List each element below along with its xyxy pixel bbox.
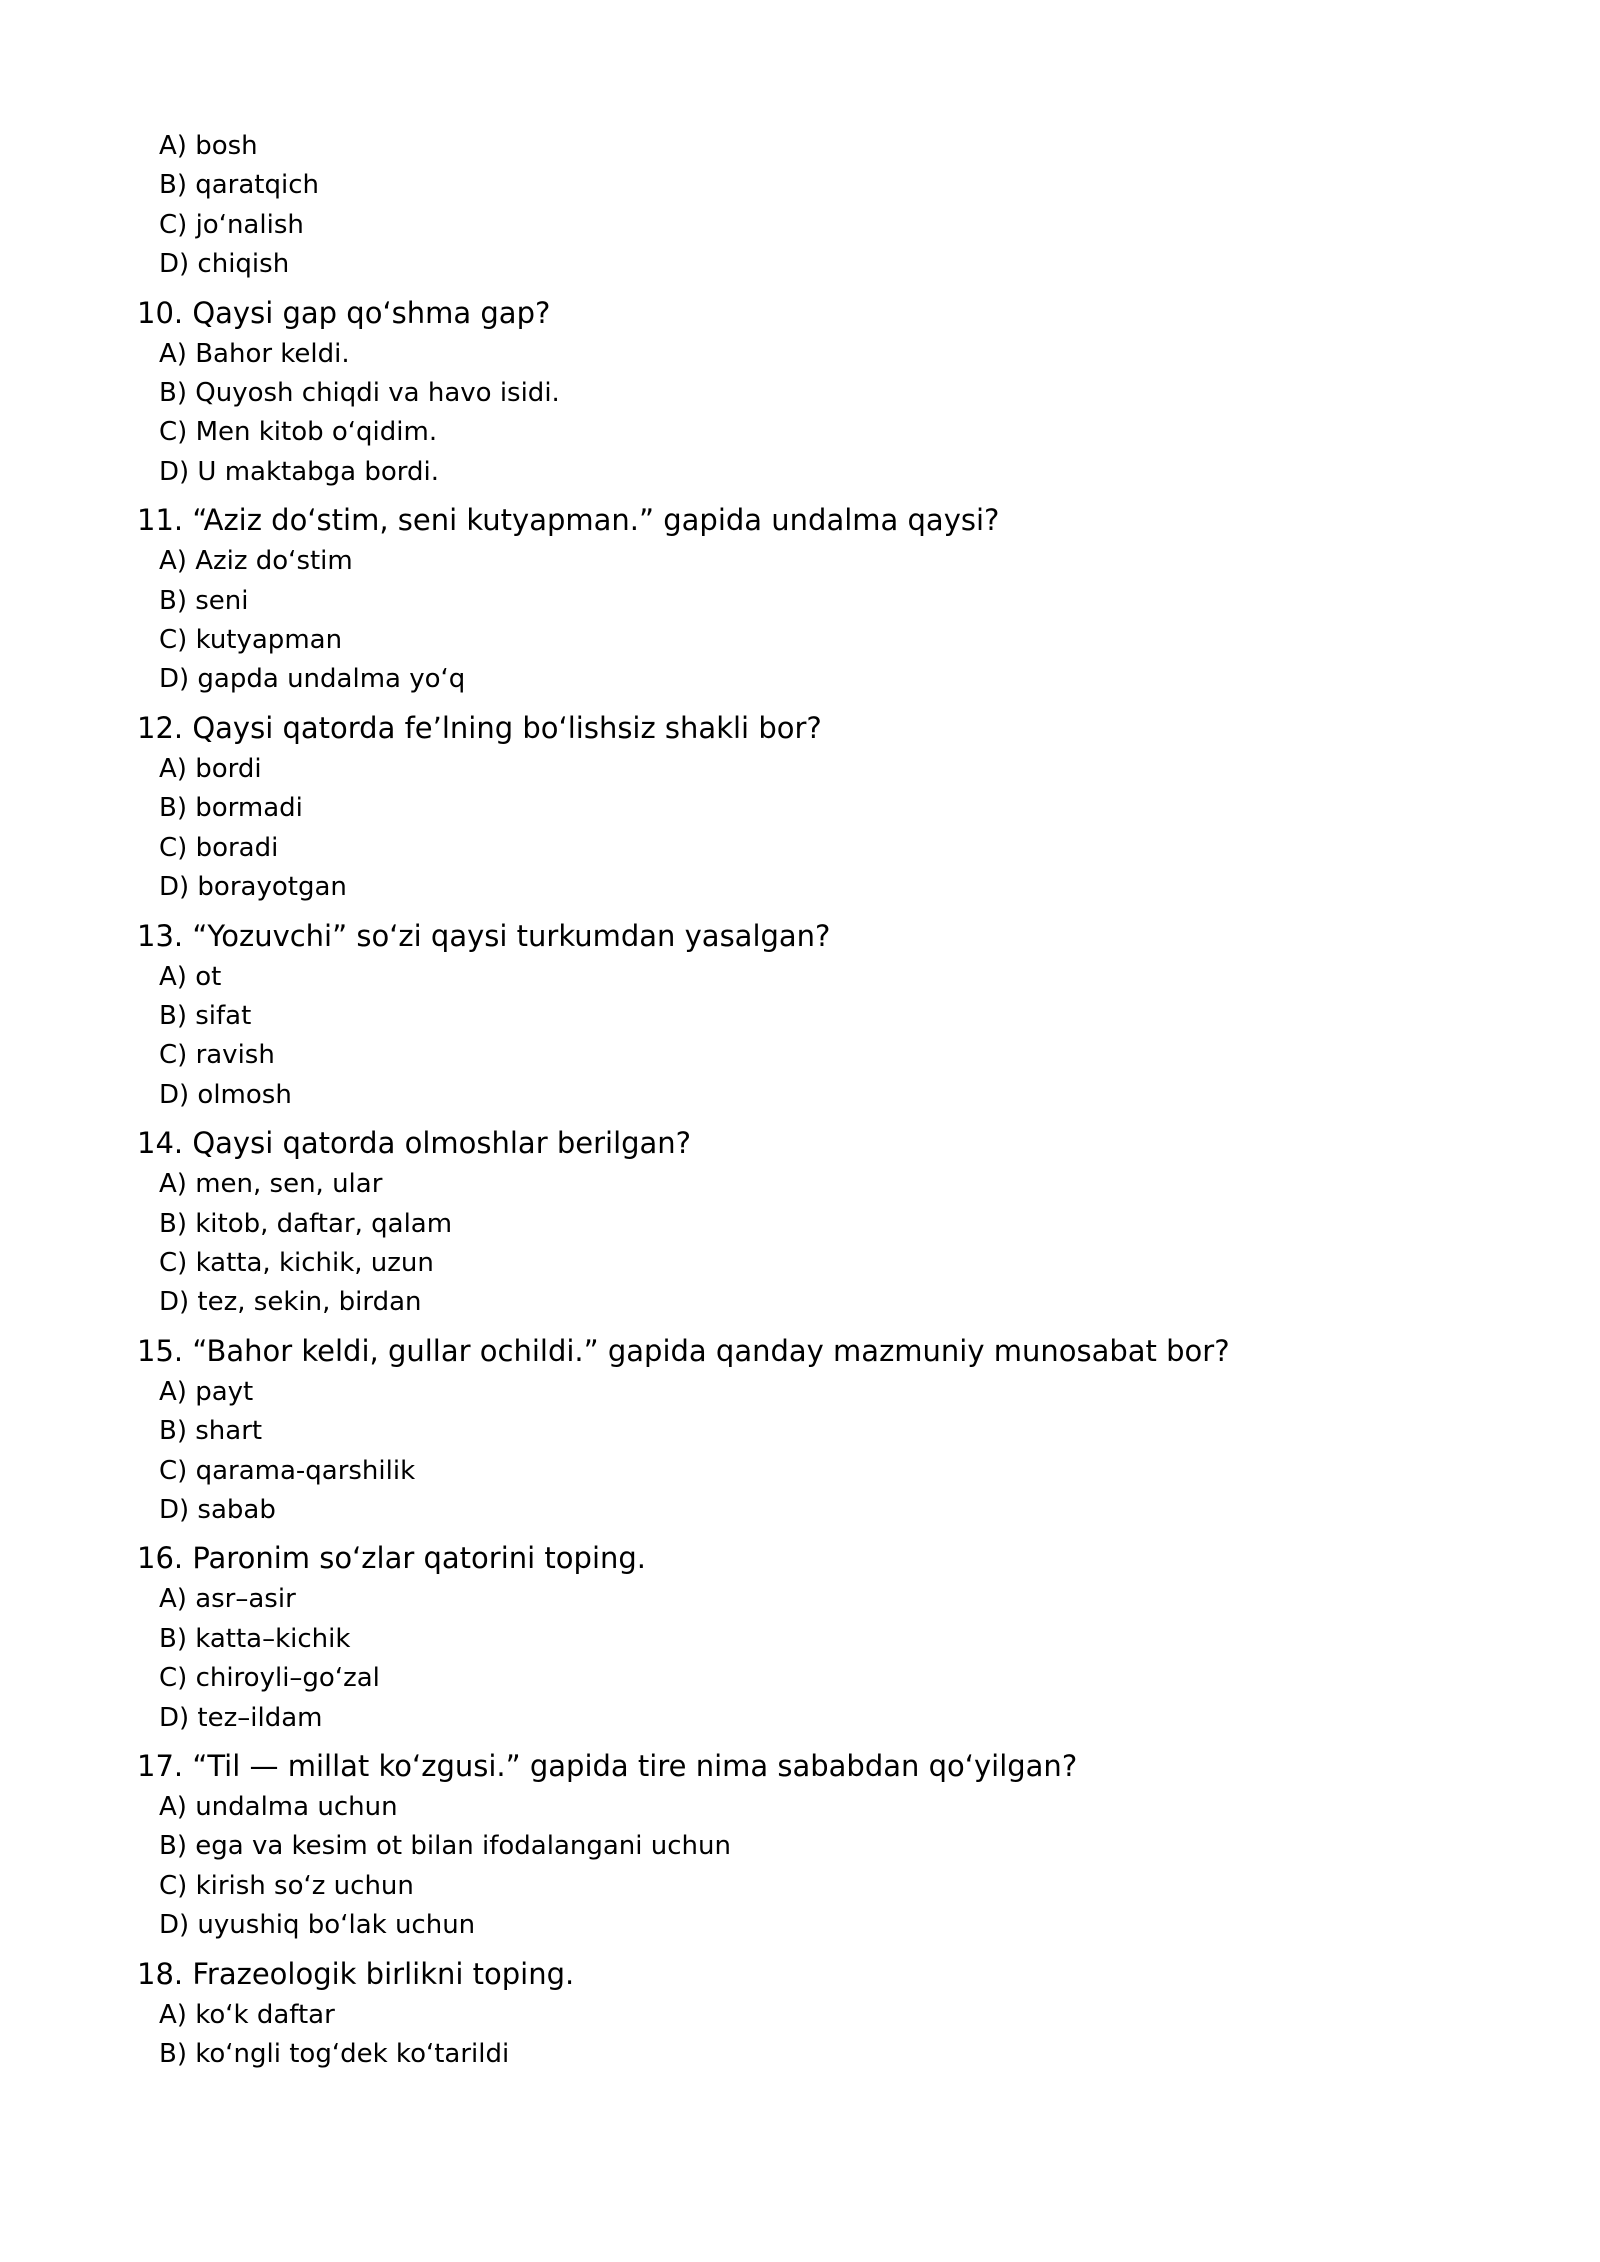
option-item: B) ega va kesim ot bilan ifodalangani uchun — [159, 1831, 731, 1862]
option-item: D) borayotgan — [159, 872, 347, 903]
answer-options — [137, 542, 1600, 700]
option-item: B) qaratqich — [159, 170, 319, 201]
option-item: C) boradi — [159, 832, 279, 863]
option-item: A) ko‘k daftar — [159, 1999, 335, 2030]
option-item: A) Aziz do‘stim — [159, 546, 353, 577]
question-12 — [137, 711, 1600, 908]
option-item: B) ko‘ngli tog‘dek ko‘tarildi — [159, 2039, 510, 2070]
answer-options — [137, 958, 1600, 1116]
question-text: 18. Frazeologik birlikni toping. — [137, 1956, 575, 1991]
option-item: D) gapda undalma yo‘q — [159, 664, 466, 695]
option-item: B) Quyosh chiqdi va havo isidi. — [159, 378, 560, 409]
question-16 — [137, 1541, 1600, 1738]
option-item: A) undalma uchun — [159, 1792, 398, 1822]
answer-options — [137, 750, 1600, 908]
option-item: A) bordi — [159, 753, 262, 784]
option-item: B) seni — [159, 585, 249, 616]
option-item: D) olmosh — [159, 1079, 292, 1110]
option-item: C) ravish — [159, 1040, 275, 1071]
question-13 — [137, 919, 1600, 1116]
option-item: D) sabab — [159, 1494, 276, 1525]
question-18 — [137, 1957, 1600, 2075]
answer-options — [137, 1996, 1600, 2075]
option-item: B) kitob, daftar, qalam — [159, 1208, 453, 1239]
question-10 — [137, 296, 1600, 493]
option-item: A) payt — [159, 1376, 254, 1407]
question-text: 16. Paronim so‘zlar qatorini toping. — [137, 1541, 647, 1576]
option-item: A) Bahor keldi. — [159, 338, 350, 369]
question-14 — [137, 1126, 1600, 1323]
option-item: B) katta–kichik — [159, 1623, 351, 1654]
answer-options — [137, 1373, 1600, 1531]
option-item: C) kirish so‘z uchun — [159, 1870, 414, 1901]
option-item: B) bormadi — [159, 793, 303, 824]
answer-options — [137, 1580, 1600, 1738]
question-15 — [137, 1334, 1600, 1531]
lead-options — [137, 127, 1600, 285]
option-item: D) tez–ildam — [159, 1702, 323, 1733]
question-text: 13. “Yozuvchi” so‘zi qaysi turkumdan yasalgan? — [137, 918, 831, 953]
question-text: 15. “Bahor keldi, gullar ochildi.” gapida qanday mazmuniy munosabat bor? — [137, 1333, 1230, 1368]
option-item: B) sifat — [159, 1000, 252, 1031]
question-text: 14. Qaysi qatorda olmoshlar berilgan? — [137, 1126, 692, 1161]
question-text: 17. “Til — millat ko‘zgusi.” gapida tire nima sababdan qo‘yilgan? — [137, 1749, 1078, 1783]
option-item: A) ot — [159, 961, 222, 992]
option-item: C) chiroyli–go‘zal — [159, 1663, 380, 1694]
answer-options — [137, 1165, 1600, 1323]
option-item: A) men, sen, ular — [159, 1169, 383, 1200]
option-item: C) jo‘nalish — [159, 209, 304, 240]
answer-options — [137, 335, 1600, 493]
option-item: C) katta, kichik, uzun — [159, 1247, 434, 1278]
option-item: B) shart — [159, 1416, 263, 1447]
option-item: C) kutyapman — [159, 625, 343, 656]
question-text: 12. Qaysi qatorda fe’lning bo‘lishsiz shakli bor? — [137, 710, 822, 745]
option-item: A) bosh — [159, 131, 258, 161]
option-item: D) U maktabga bordi. — [159, 456, 440, 487]
option-item: A) asr–asir — [159, 1584, 296, 1615]
question-11 — [137, 503, 1600, 700]
option-item: D) uyushiq bo‘lak uchun — [159, 1910, 476, 1941]
option-item: D) chiqish — [159, 249, 290, 280]
question-text: 11. “Aziz do‘stim, seni kutyapman.” gapida undalma qaysi? — [137, 503, 1000, 538]
option-item: C) qarama-qarshilik — [159, 1455, 416, 1486]
option-item: D) tez, sekin, birdan — [159, 1287, 422, 1318]
option-item: C) Men kitob o‘qidim. — [159, 417, 438, 448]
question-17 — [137, 1749, 1600, 1946]
question-text: 10. Qaysi gap qo‘shma gap? — [137, 295, 551, 330]
answer-options — [137, 1788, 1600, 1946]
